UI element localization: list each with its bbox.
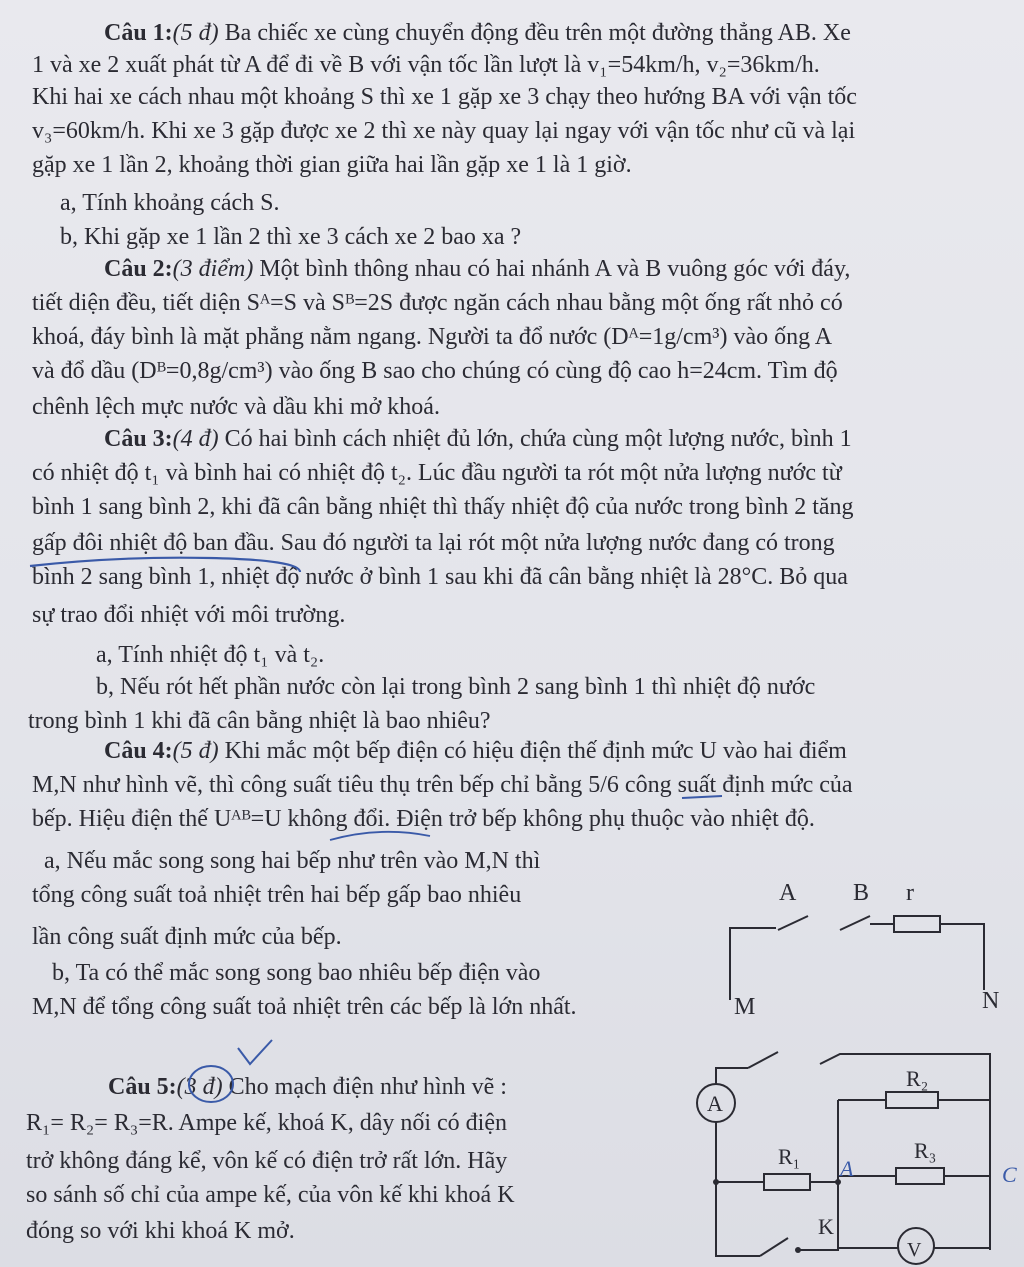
q4-label-r: r [906, 880, 914, 906]
q3-part-b-2: trong bình 1 khi đã cân bằng nhiệt là bao nhiêu? [28, 708, 491, 734]
q5-label: Câu 5: [108, 1074, 177, 1100]
q4-label-b: B [853, 880, 870, 906]
q3-line-6: sự trao đổi nhiệt với môi trường. [32, 602, 346, 628]
q5-switch-k [760, 1238, 788, 1256]
q4-part-a-1: a, Nếu mắc song song hai bếp như trên vào M,N thì [44, 848, 541, 874]
q5-resistor-r2 [886, 1092, 938, 1108]
q5-wire-left [716, 1122, 760, 1256]
q1-part-b: b, Khi gặp xe 1 lần 2 thì xe 3 cách xe 2 bao xa ? [60, 224, 522, 250]
q4-part-a-3: lần công suất định mức của bếp. [32, 924, 342, 950]
q5-pen-label-c: C [1002, 1162, 1017, 1187]
q5-node-left [713, 1179, 719, 1185]
q3-part-b-1: b, Nếu rót hết phần nước còn lại trong bình 2 sang bình 1 thì nhiệt độ nước [96, 674, 816, 700]
q4-points: (5 đ) [172, 738, 219, 764]
q5-wire-top-right [820, 1054, 990, 1250]
q3-line-3: bình 1 sang bình 2, khi đã cân bằng nhiệt thì thấy nhiệt độ của nước trong bình 2 tăng [32, 494, 854, 520]
q5-text: Cho mạch điện như hình vẽ : [228, 1074, 507, 1100]
q5-line-5: đóng so với khi khoá K mở. [26, 1218, 295, 1244]
q3-part-a: a, Tính nhiệt độ t₁ và t₂. [96, 642, 325, 668]
q2-line-2: tiết diện đều, tiết diện Sᴬ=S và Sᴮ=2S được ngăn cách nhau bằng một ống rất nhỏ có [32, 290, 843, 316]
q3-line-5: bình 2 sang bình 1, nhiệt độ nước ở bình 1 sau khi đã cân bằng nhiệt là 28°C. Bỏ qua [32, 564, 848, 590]
q5-node-k [795, 1247, 801, 1253]
q4-part-a-2: tổng công suất toả nhiệt trên hai bếp gấp bao nhiêu [32, 882, 522, 908]
q4-label-m: M [734, 994, 756, 1020]
q5-wire-top-left [716, 1068, 748, 1084]
q1-line-5: gặp xe 1 lần 2, khoảng thời gian giữa hai lần gặp xe 1 là 1 giờ. [32, 152, 632, 178]
q5-points: (3 đ) [176, 1074, 223, 1100]
q2-text: Một bình thông nhau có hai nhánh A và B vuông góc với đáy, [259, 256, 851, 282]
q5-switch-top [748, 1052, 778, 1068]
q3-text: Có hai bình cách nhiệt đủ lớn, chứa cùng một lượng nước, bình 1 [224, 426, 852, 452]
q5-voltmeter-label: V [907, 1239, 922, 1261]
q5-label-k: K [818, 1214, 834, 1239]
q1-line-2: 1 và xe 2 xuất phát từ A để đi về B với vận tốc lần lượt là v₁=54km/h, v₂=36km/h. [32, 52, 820, 78]
q1-label: Câu 1: [104, 20, 173, 46]
q2-points: (3 điểm) [172, 256, 254, 282]
q5-label-r1: R₁ [778, 1144, 801, 1169]
q1-text: Ba chiếc xe cùng chuyển động đều trên một đường thẳng AB. Xe [224, 20, 851, 46]
q4-line-3: bếp. Hiệu điện thế Uᴬᴮ=U không đổi. Điện trở bếp không phụ thuộc vào nhiệt độ. [32, 806, 815, 832]
q5-resistor-r3 [896, 1168, 944, 1184]
q5-label-r3: R₃ [914, 1138, 937, 1163]
q1-points: (5 đ) [172, 20, 219, 46]
q2-line-3: khoá, đáy bình là mặt phẳng nằm ngang. Người ta đổ nước (Dᴬ=1g/cm³) vào ống A [32, 324, 833, 350]
q5-line-4: so sánh số chỉ của ampe kế, của vôn kế khi khoá K [26, 1182, 515, 1208]
q2-label: Câu 2: [104, 256, 173, 282]
q4-label-n: N [982, 988, 1000, 1014]
q2-line-5: chênh lệch mực nước và dầu khi mở khoá. [32, 394, 440, 420]
q3-label: Câu 3: [104, 426, 173, 452]
q5-ammeter-label: A [707, 1091, 723, 1116]
q5-line-2: R₁= R₂= R₃=R. Ampe kế, khoá K, dây nối có điện [26, 1110, 507, 1136]
q1-line-3: Khi hai xe cách nhau một khoảng S thì xe 1 gặp xe 3 chạy theo hướng BA với vận tốc [32, 84, 857, 110]
q4-part-b-1: b, Ta có thể mắc song song bao nhiêu bếp điện vào [52, 960, 541, 986]
q5-line-3: trở không đáng kể, vôn kế có điện trở rất lớn. Hãy [26, 1148, 508, 1174]
q4-text: Khi mắc một bếp điện có hiệu điện thế định mức U vào hai điểm [224, 738, 847, 764]
q3-line-2: có nhiệt độ t₁ và bình hai có nhiệt độ t₂. Lúc đầu người ta rót một nửa lượng nước từ [32, 460, 842, 486]
q3-line-4: gấp đôi nhiệt độ ban đầu. Sau đó người ta lại rót một nửa lượng nước đang có trong [32, 530, 835, 556]
q1-part-a: a, Tính khoảng cách S. [60, 190, 280, 216]
q5-resistor-r1 [764, 1174, 810, 1190]
q5-pen-label-a: A [840, 1156, 854, 1181]
q2-line-4: và đổ dầu (Dᴮ=0,8g/cm³) vào ống B sao cho chúng có cùng độ cao h=24cm. Tìm độ [32, 358, 838, 384]
q3-points: (4 đ) [172, 426, 219, 452]
q5-label-r2: R₂ [906, 1066, 929, 1091]
q4-part-b-2: M,N để tổng công suất toả nhiệt trên các bếp là lớn nhất. [32, 994, 577, 1020]
q1-line-4: v₃=60km/h. Khi xe 3 gặp được xe 2 thì xe này quay lại ngay với vận tốc như cũ và lại [32, 118, 856, 144]
q4-label: Câu 4: [104, 738, 173, 764]
q4-label-a: A [779, 880, 797, 906]
q4-line-2: M,N như hình vẽ, thì công suất tiêu thụ trên bếp chỉ bằng 5/6 công suất định mức của [32, 772, 853, 798]
